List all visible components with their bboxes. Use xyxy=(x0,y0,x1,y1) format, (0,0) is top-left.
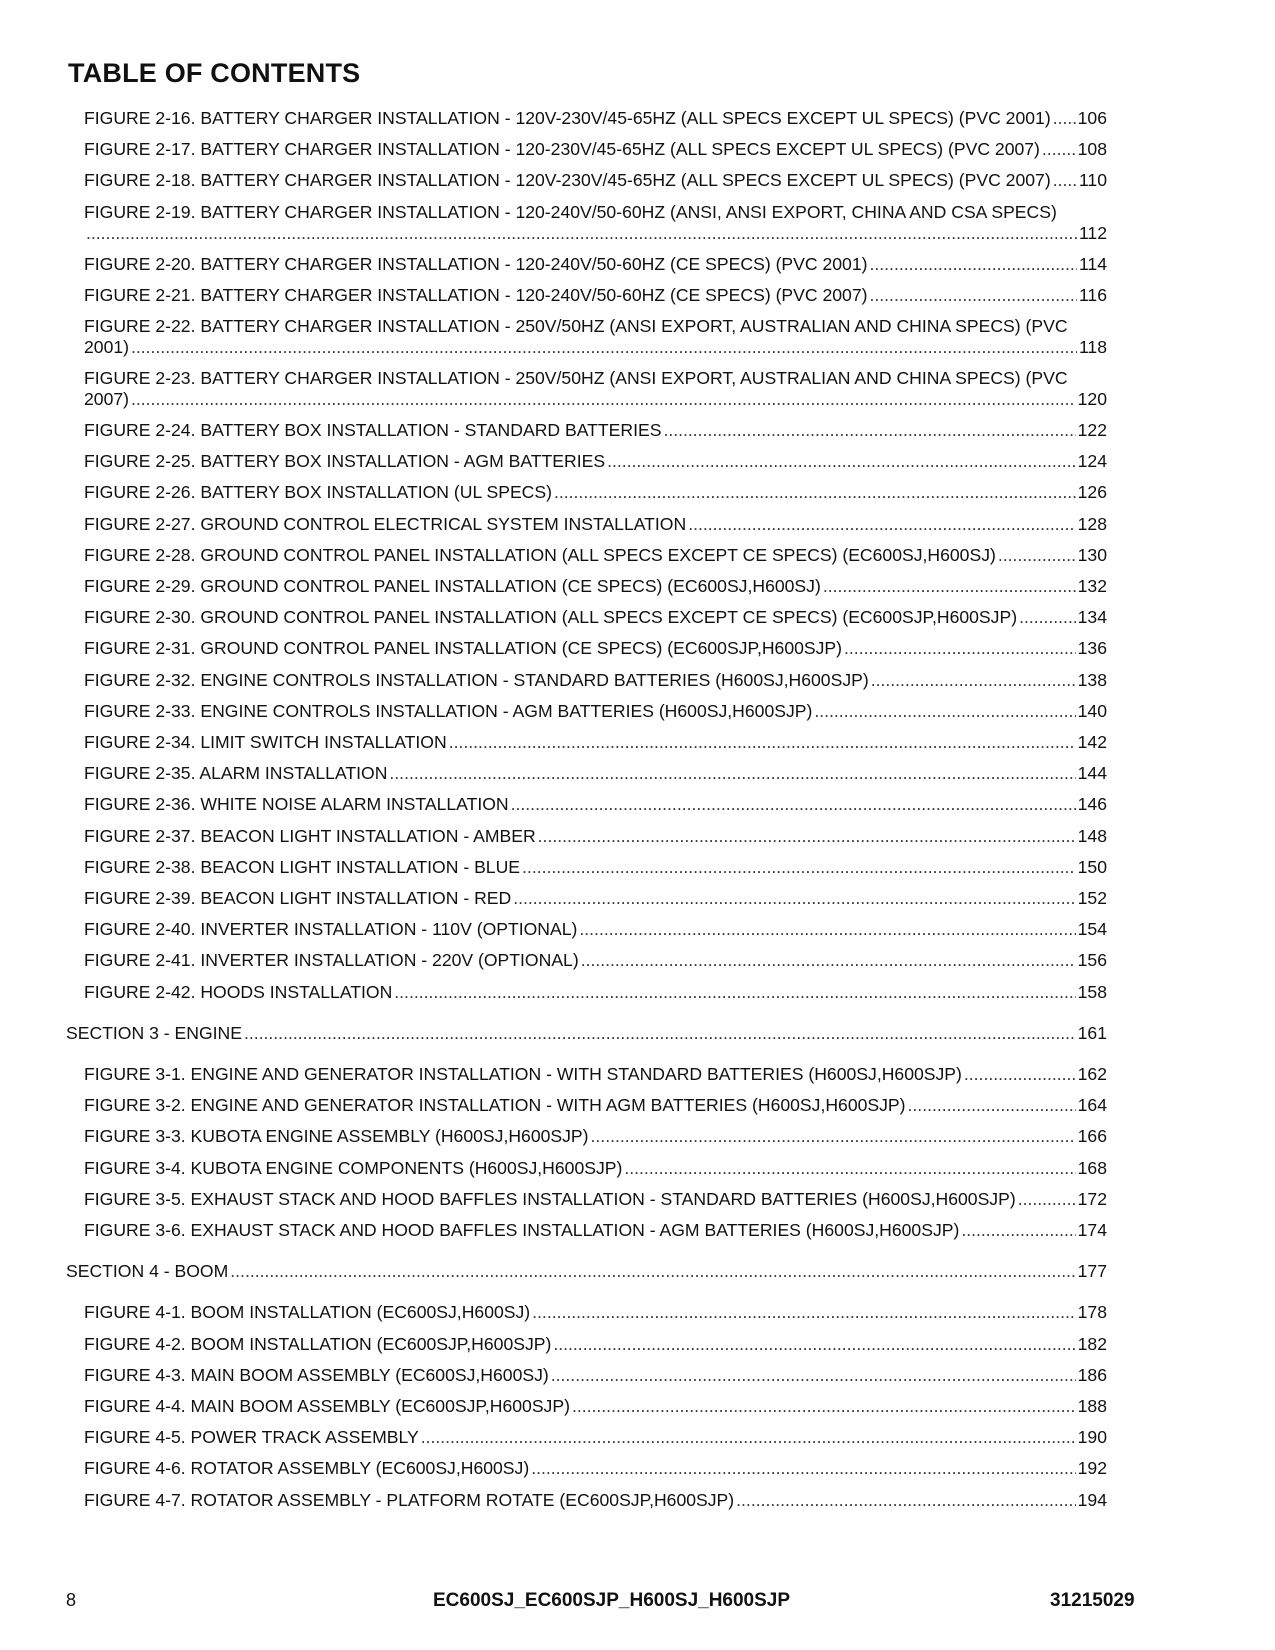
page-title: TABLE OF CONTENTS xyxy=(68,58,361,88)
toc-figure-entry[interactable] xyxy=(84,888,1107,909)
toc-entry-title: FIGURE 2-30. GROUND CONTROL PANEL INSTALLATION (ALL SPECS EXCEPT CE SPECS) (EC600SJP,H600SJP) xyxy=(84,607,1018,628)
dot-leader xyxy=(551,1365,1076,1386)
dot-leader xyxy=(624,1158,1075,1179)
toc-figure-entry[interactable] xyxy=(84,316,1107,358)
toc-page-number: 172 xyxy=(1077,1188,1107,1209)
dot-leader xyxy=(844,638,1076,659)
toc-page-number: 148 xyxy=(1077,825,1107,846)
dot-leader xyxy=(511,794,1076,815)
toc-page-number: 116 xyxy=(1078,284,1107,305)
toc-figure-entry[interactable] xyxy=(84,420,1107,441)
toc-figure-entry[interactable] xyxy=(84,950,1107,971)
toc-entry-title: FIGURE 2-16. BATTERY CHARGER INSTALLATION - 120V-230V/45-65HZ (ALL SPECS EXCEPT UL SPECS) (PVC 2001) xyxy=(84,108,1051,128)
toc-entry-title: FIGURE 2-17. BATTERY CHARGER INSTALLATION - 120-230V/45-65HZ (ALL SPECS EXCEPT UL SPECS) (PVC 2007) xyxy=(84,139,1040,160)
toc-page-number: 120 xyxy=(1077,389,1107,409)
toc-entry-title: FIGURE 3-5. EXHAUST STACK AND HOOD BAFFLES INSTALLATION - STANDARD BATTERIES (H600SJ,H600SJP) xyxy=(84,1188,1016,1209)
toc-page-number: 168 xyxy=(1077,1157,1107,1178)
toc-entry-title: FIGURE 2-26. BATTERY BOX INSTALLATION (UL SPECS) xyxy=(84,482,552,503)
toc-figure-entry[interactable] xyxy=(84,1189,1107,1210)
dot-leader xyxy=(736,1490,1075,1511)
toc-figure-entry[interactable] xyxy=(84,638,1107,659)
toc-entry-title: FIGURE 3-6. EXHAUST STACK AND HOOD BAFFLES INSTALLATION - AGM BATTERIES (H600SJ,H600SJP) xyxy=(84,1220,960,1240)
toc-page-number: 110 xyxy=(1078,170,1107,191)
toc-entry-title: FIGURE 4-5. POWER TRACK ASSEMBLY xyxy=(84,1427,419,1448)
dot-leader xyxy=(870,254,1077,275)
toc-page-number: 144 xyxy=(1077,763,1107,784)
dot-leader xyxy=(449,732,1076,753)
toc-entry-title: FIGURE 2-24. BATTERY BOX INSTALLATION - STANDARD BATTERIES xyxy=(84,420,662,440)
toc-page-number: 126 xyxy=(1077,482,1107,503)
toc-entry-title: FIGURE 2-40. INVERTER INSTALLATION - 110V (OPTIONAL) xyxy=(84,919,578,940)
toc-page-number: 124 xyxy=(1077,451,1107,472)
dot-leader xyxy=(230,1261,1075,1282)
toc-figure-entry[interactable] xyxy=(84,1064,1107,1085)
toc-entry-title: FIGURE 4-6. ROTATOR ASSEMBLY (EC600SJ,H600SJ) xyxy=(84,1458,530,1479)
toc-figure-entry[interactable] xyxy=(84,1302,1107,1323)
toc-entry-title: FIGURE 4-7. ROTATOR ASSEMBLY - PLATFORM ROTATE (EC600SJP,H600SJP) xyxy=(84,1489,735,1510)
dot-leader xyxy=(688,514,1075,535)
toc-entry-title: FIGURE 4-3. MAIN BOOM ASSEMBLY (EC600SJ,H600SJ) xyxy=(84,1364,549,1385)
toc-page-number: 132 xyxy=(1077,576,1107,596)
toc-figure-entry[interactable] xyxy=(84,576,1107,597)
toc-entry-title: FIGURE 2-18. BATTERY CHARGER INSTALLATION - 120V-230V/45-65HZ (ALL SPECS EXCEPT UL SPECS) (PVC 2007) xyxy=(84,170,1051,191)
dot-leader xyxy=(86,223,1077,244)
toc-page-number: 174 xyxy=(1077,1220,1107,1240)
dot-leader xyxy=(244,1023,1076,1044)
toc-entry-title: FIGURE 2-42. HOODS INSTALLATION xyxy=(84,981,393,1002)
dot-leader xyxy=(131,337,1077,358)
toc-figure-entry[interactable] xyxy=(84,1490,1107,1511)
toc-page-number: 134 xyxy=(1077,607,1107,628)
toc-figure-entry[interactable] xyxy=(84,514,1107,535)
dot-leader xyxy=(1018,1189,1076,1210)
toc-section-entry[interactable] xyxy=(66,1261,1107,1282)
toc-page-number: 108 xyxy=(1077,139,1107,160)
toc-figure-entry[interactable] xyxy=(84,670,1107,691)
toc-entry-title: FIGURE 2-36. WHITE NOISE ALARM INSTALLATION xyxy=(84,794,509,815)
toc-page-number: 178 xyxy=(1077,1302,1107,1323)
toc-page-number: 194 xyxy=(1077,1489,1107,1510)
toc-entry-title: FIGURE 2-25. BATTERY BOX INSTALLATION - AGM BATTERIES xyxy=(84,451,606,472)
toc-figure-entry[interactable] xyxy=(84,1220,1107,1241)
toc-figure-entry[interactable] xyxy=(84,202,1107,244)
toc-figure-entry[interactable] xyxy=(84,826,1107,847)
toc-entry-title: FIGURE 2-37. BEACON LIGHT INSTALLATION - AMBER xyxy=(84,825,536,846)
document-number: 31215029 xyxy=(1050,1590,1135,1611)
toc-entry-title: FIGURE 2-38. BEACON LIGHT INSTALLATION - BLUE xyxy=(84,856,521,877)
toc-page-number: 177 xyxy=(1077,1261,1107,1282)
dot-leader xyxy=(532,1302,1075,1323)
toc-page-number: 106 xyxy=(1077,108,1107,128)
toc-entry-title: FIGURE 2-34. LIMIT SWITCH INSTALLATION xyxy=(84,732,447,752)
toc-page-number: 156 xyxy=(1077,950,1107,971)
toc-figure-entry[interactable] xyxy=(84,1458,1107,1479)
toc-page-number: 128 xyxy=(1077,513,1107,534)
dot-leader xyxy=(964,1064,1076,1085)
toc-figure-entry[interactable] xyxy=(84,1126,1107,1147)
toc-entry-title: FIGURE 2-20. BATTERY CHARGER INSTALLATION - 120-240V/50-60HZ (CE SPECS) (PVC 2001) xyxy=(84,253,868,274)
dot-leader xyxy=(538,826,1076,847)
toc-page-number: 158 xyxy=(1077,981,1107,1002)
toc-figure-entry[interactable] xyxy=(84,763,1107,784)
toc-entry-title: FIGURE 2-32. ENGINE CONTROLS INSTALLATION - STANDARD BATTERIES (H600SJ,H600SJP) xyxy=(84,669,869,690)
toc-entry-title: FIGURE 2-31. GROUND CONTROL PANEL INSTALLATION (CE SPECS) (EC600SJP,H600SJP) xyxy=(84,638,843,659)
toc-figure-entry[interactable] xyxy=(84,701,1107,722)
toc-entry-title: SECTION 4 - BOOM xyxy=(66,1261,229,1282)
dot-leader xyxy=(591,1126,1076,1147)
toc-figure-entry[interactable] xyxy=(84,285,1107,306)
toc-page-number: 154 xyxy=(1077,919,1107,940)
toc-page-number: 114 xyxy=(1078,253,1107,274)
page-number: 8 xyxy=(66,1590,77,1610)
dot-leader xyxy=(553,1334,1075,1355)
dot-leader xyxy=(579,919,1075,940)
toc-figure-entry[interactable] xyxy=(84,1095,1107,1116)
toc-entry-title: FIGURE 4-4. MAIN BOOM ASSEMBLY (EC600SJP,H600SJP) xyxy=(84,1396,570,1416)
toc-page-number: 118 xyxy=(1078,337,1107,357)
toc-entry-title: FIGURE 3-1. ENGINE AND GENERATOR INSTALLATION - WITH STANDARD BATTERIES (H600SJ,H600SJP) xyxy=(84,1064,962,1084)
dot-leader xyxy=(531,1458,1075,1479)
dot-leader xyxy=(1053,170,1077,191)
dot-leader xyxy=(961,1220,1075,1241)
toc-entry-title: FIGURE 2-35. ALARM INSTALLATION xyxy=(84,763,388,784)
dot-leader xyxy=(663,420,1075,441)
toc-figure-entry[interactable] xyxy=(84,1158,1107,1179)
toc-entry-title-cont: 2007) xyxy=(84,389,129,409)
toc-figure-entry[interactable] xyxy=(84,139,1107,160)
toc-page-number: 150 xyxy=(1077,856,1107,877)
toc-figure-entry[interactable] xyxy=(84,108,1107,129)
dot-leader xyxy=(131,389,1076,410)
toc-figure-entry[interactable] xyxy=(84,170,1107,191)
dot-leader xyxy=(870,285,1077,306)
dot-leader xyxy=(607,451,1076,472)
dot-leader xyxy=(998,545,1076,566)
dot-leader xyxy=(814,701,1075,722)
toc-page-number: 186 xyxy=(1077,1364,1107,1385)
dot-leader xyxy=(823,576,1076,597)
dot-leader xyxy=(522,857,1076,878)
toc-figure-entry[interactable] xyxy=(84,1396,1107,1417)
dot-leader xyxy=(389,763,1075,784)
dot-leader xyxy=(554,482,1076,503)
toc-figure-entry[interactable] xyxy=(84,607,1107,628)
dot-leader xyxy=(421,1427,1076,1448)
toc-entry-title: FIGURE 2-28. GROUND CONTROL PANEL INSTALLATION (ALL SPECS EXCEPT CE SPECS) (EC600SJ,H600SJ) xyxy=(84,544,996,565)
dot-leader xyxy=(572,1396,1076,1417)
toc-page-number: 164 xyxy=(1077,1095,1107,1116)
toc-entry-title: FIGURE 2-23. BATTERY CHARGER INSTALLATION - 250V/50HZ (ANSI EXPORT, AUSTRALIAN AND CHINA SPECS) (PVC xyxy=(84,368,1068,388)
toc-page-number: 152 xyxy=(1077,888,1107,908)
toc-page-number: 122 xyxy=(1077,420,1107,440)
toc-entry-title: FIGURE 4-1. BOOM INSTALLATION (EC600SJ,H600SJ) xyxy=(84,1302,531,1323)
toc-figure-entry[interactable] xyxy=(84,857,1107,878)
toc-page-number: 138 xyxy=(1077,669,1107,690)
toc-entry-title: FIGURE 2-39. BEACON LIGHT INSTALLATION - RED xyxy=(84,888,512,908)
toc-page-number: 188 xyxy=(1077,1396,1107,1416)
toc-figure-entry[interactable] xyxy=(84,1334,1107,1355)
model-name: EC600SJ_EC600SJP_H600SJ_H600SJP xyxy=(433,1590,791,1611)
toc-section-entry[interactable] xyxy=(66,1023,1107,1044)
toc-figure-entry[interactable] xyxy=(84,1427,1107,1448)
toc-page-number: 192 xyxy=(1077,1458,1107,1479)
dot-leader xyxy=(1019,607,1076,628)
toc-figure-entry[interactable] xyxy=(84,794,1107,815)
toc-figure-entry[interactable] xyxy=(84,982,1107,1003)
toc-page-number: 162 xyxy=(1077,1064,1107,1084)
dot-leader xyxy=(1042,139,1076,160)
toc-entry-title: FIGURE 2-33. ENGINE CONTROLS INSTALLATION - AGM BATTERIES (H600SJ,H600SJP) xyxy=(84,700,813,721)
toc-entry-title: FIGURE 4-2. BOOM INSTALLATION (EC600SJP,H600SJP) xyxy=(84,1333,552,1354)
toc-page-number: 112 xyxy=(1078,222,1107,243)
toc-entry-title: FIGURE 3-2. ENGINE AND GENERATOR INSTALLATION - WITH AGM BATTERIES (H600SJ,H600SJP) xyxy=(84,1095,906,1116)
toc-entry-title: FIGURE 2-21. BATTERY CHARGER INSTALLATION - 120-240V/50-60HZ (CE SPECS) (PVC 2007) xyxy=(84,284,868,305)
dot-leader xyxy=(513,888,1075,909)
toc-entry-continuation xyxy=(84,223,1107,244)
toc-entry-title: FIGURE 2-27. GROUND CONTROL ELECTRICAL SYSTEM INSTALLATION xyxy=(84,513,687,534)
toc-entry-continuation xyxy=(84,389,1107,410)
toc-figure-entry[interactable] xyxy=(84,919,1107,940)
dot-leader xyxy=(1053,108,1076,129)
toc-figure-entry[interactable] xyxy=(84,732,1107,753)
toc-figure-entry[interactable] xyxy=(84,254,1107,275)
toc-entry-title: FIGURE 2-19. BATTERY CHARGER INSTALLATION - 120-240V/50-60HZ (ANSI, ANSI EXPORT, CHINA AND CSA SPECS) xyxy=(84,201,1057,222)
toc-entry-title: SECTION 3 - ENGINE xyxy=(66,1022,242,1043)
toc-entry-title: FIGURE 3-3. KUBOTA ENGINE ASSEMBLY (H600SJ,H600SJP) xyxy=(84,1126,589,1147)
toc-page-number: 166 xyxy=(1077,1126,1107,1147)
toc-figure-entry[interactable] xyxy=(84,482,1107,503)
toc-page-number: 136 xyxy=(1077,638,1107,659)
toc-figure-entry[interactable] xyxy=(84,545,1107,566)
dot-leader xyxy=(908,1095,1076,1116)
toc-entry-title: FIGURE 2-29. GROUND CONTROL PANEL INSTALLATION (CE SPECS) (EC600SJ,H600SJ) xyxy=(84,576,821,596)
dot-leader xyxy=(394,982,1075,1003)
toc-entry-continuation xyxy=(84,337,1107,358)
toc-page-number: 190 xyxy=(1077,1427,1107,1448)
toc-page-number: 161 xyxy=(1077,1022,1107,1043)
toc-figure-entry[interactable] xyxy=(84,451,1107,472)
dot-leader xyxy=(581,950,1076,971)
toc-entry-title: FIGURE 3-4. KUBOTA ENGINE COMPONENTS (H600SJ,H600SJP) xyxy=(84,1157,623,1178)
toc-page-number: 142 xyxy=(1077,732,1107,752)
toc-page-number: 140 xyxy=(1077,700,1107,721)
toc-figure-entry[interactable] xyxy=(84,1365,1107,1386)
dot-leader xyxy=(871,670,1076,691)
toc-page-number: 182 xyxy=(1077,1333,1107,1354)
toc-page-number: 130 xyxy=(1077,544,1107,565)
toc-entry-title-cont: 2001) xyxy=(84,337,129,357)
toc-figure-entry[interactable] xyxy=(84,368,1107,410)
toc-page-number: 146 xyxy=(1077,794,1107,815)
toc-entry-title: FIGURE 2-22. BATTERY CHARGER INSTALLATION - 250V/50HZ (ANSI EXPORT, AUSTRALIAN AND CHINA SPECS) (PVC xyxy=(84,316,1068,336)
toc-entry-title: FIGURE 2-41. INVERTER INSTALLATION - 220V (OPTIONAL) xyxy=(84,950,579,971)
